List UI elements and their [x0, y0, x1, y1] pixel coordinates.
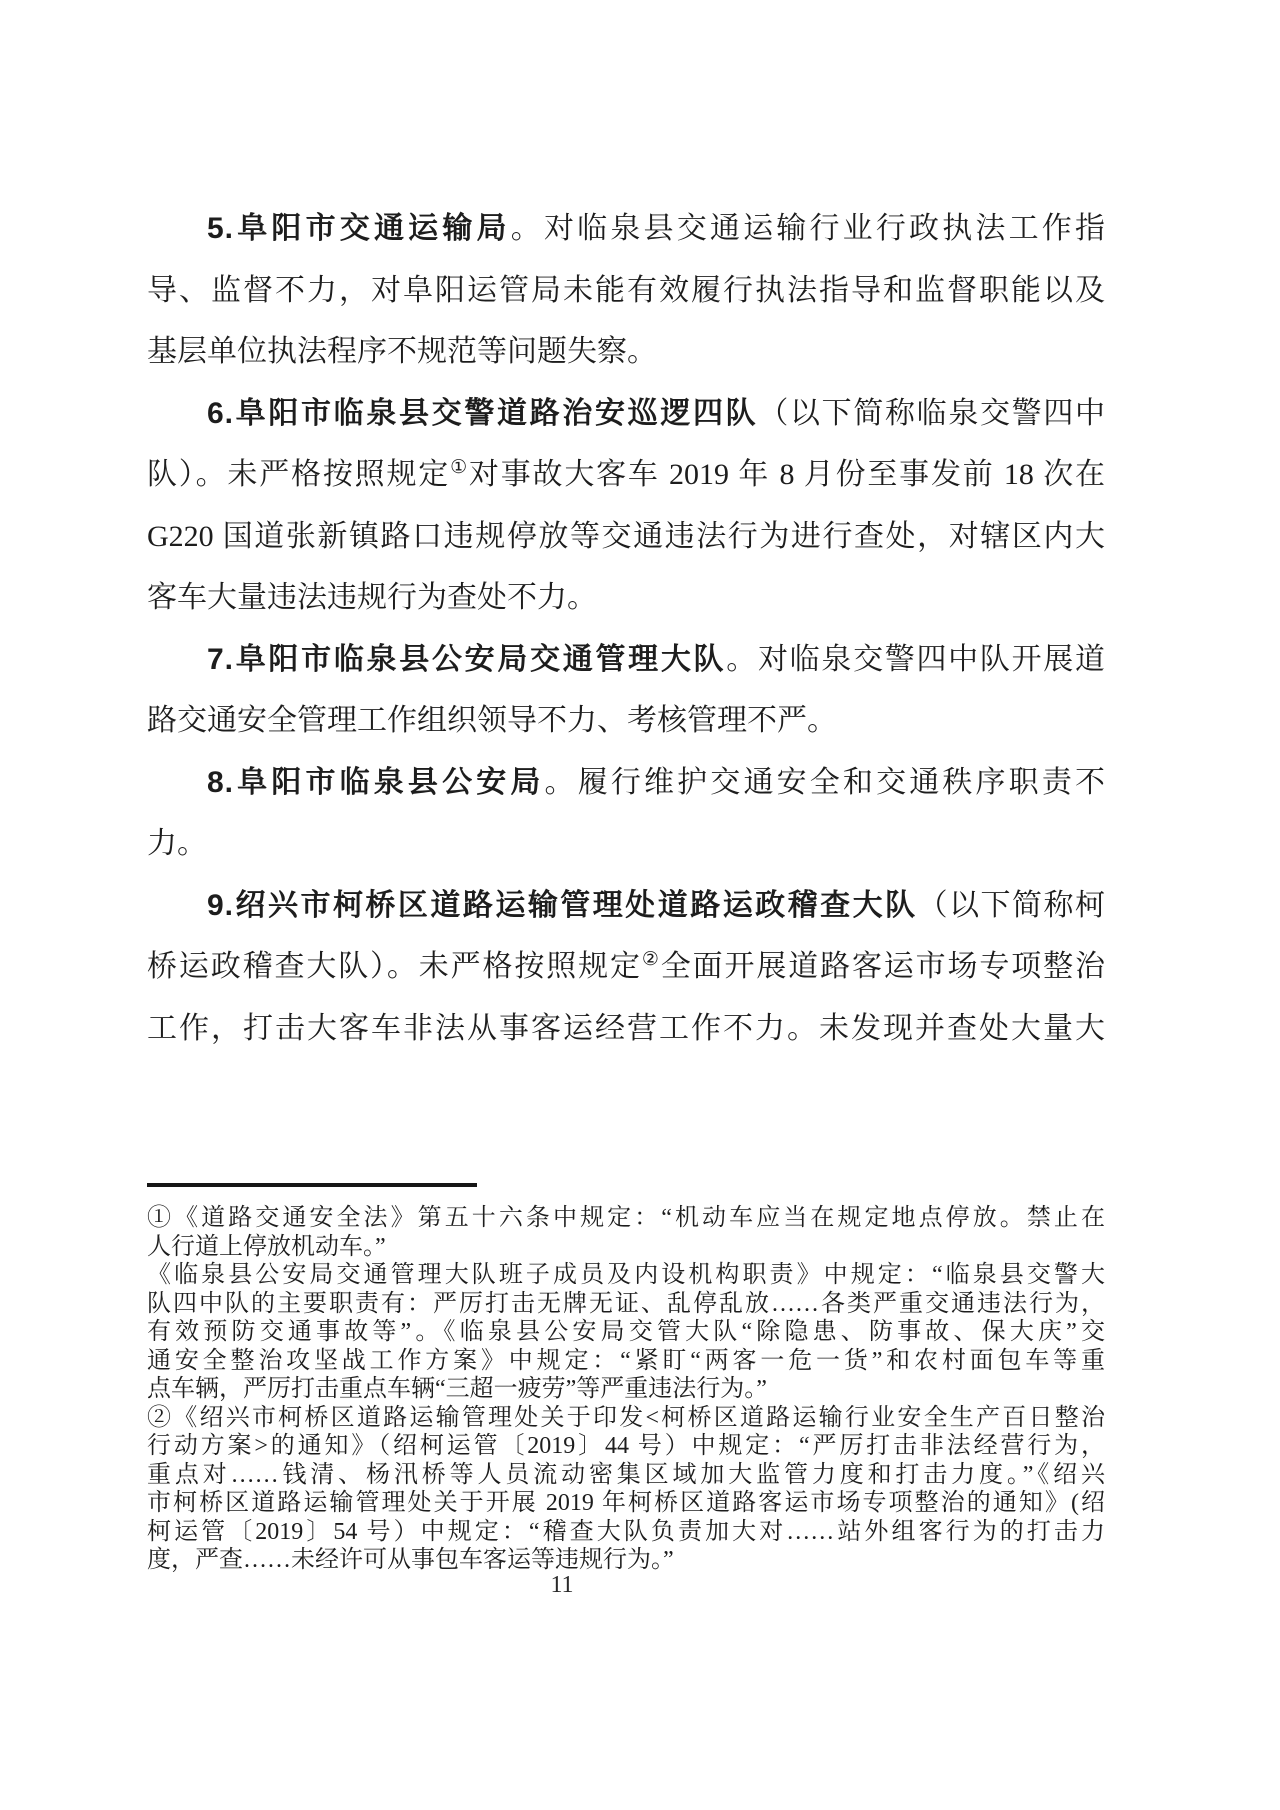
text-run: 。履行维护交通安全和交通秩序职责不 — [544, 765, 1105, 799]
text-run: 《临泉县公安局交通管理大队班子成员及内设机构职责》中规定：“临泉县交警大 — [147, 1262, 1105, 1288]
paragraph-8-line-2 — [147, 813, 1105, 875]
paragraph-9-line-2 — [147, 936, 1105, 998]
text-run: 工作，打击大客车非法从事客运经营工作不力。未发现并查处大量大 — [147, 1011, 1105, 1045]
paragraph-8-line-1 — [147, 752, 1105, 814]
footnote-2-line-4 — [147, 1489, 1105, 1518]
paragraph-5-line-2 — [147, 260, 1105, 322]
text-run: 基层单位执法程序不规范等问题失察。 — [147, 335, 657, 368]
org-heading-9: 9.绍兴市柯桥区道路运输管理处道路运政稽查大队 — [207, 888, 918, 922]
text-run: 。对临泉交警四中队开展道 — [726, 642, 1105, 676]
paragraph-6-line-3 — [147, 506, 1105, 568]
footnote-1-line-7 — [147, 1375, 1105, 1404]
text-run: 市柯桥区道路运输管理处关于开展 2019 年柯桥区道路客运市场专项整治的通知》(绍 — [147, 1490, 1105, 1516]
footnote-2-line-3 — [147, 1461, 1105, 1490]
text-run: 导、监督不力，对阜阳运管局未能有效履行执法指导和监督职能以及 — [147, 273, 1105, 307]
org-heading-7: 7.阜阳市临泉县公安局交通管理大队 — [207, 642, 727, 676]
footnote-1-line-6 — [147, 1347, 1105, 1376]
paragraph-5-line-1 — [147, 198, 1105, 260]
paragraph-7-line-1 — [147, 629, 1105, 691]
org-heading-6: 6.阜阳市临泉县交警道路治安巡逻四队 — [207, 396, 759, 430]
text-run: ①《道路交通安全法》第五十六条中规定：“机动车应当在规定地点停放。禁止在 — [147, 1205, 1105, 1231]
footnote-separator — [147, 1183, 477, 1187]
footnote-2-line-2 — [147, 1432, 1105, 1461]
text-run: （以下简称临泉交警四中 — [758, 396, 1105, 430]
page-number: 11 — [550, 1572, 574, 1598]
text-run: G220 国道张新镇路口违规停放等交通违法行为进行查处，对辖区内大 — [147, 519, 1105, 553]
text-run: 对事故大客车 2019 年 8 月份至事发前 18 次在 — [468, 458, 1106, 491]
text-run: 行动方案>的通知》（绍柯运管〔2019〕44 号）中规定：“严厉打击非法经营行为， — [147, 1433, 1105, 1459]
text-run: 力。 — [147, 827, 207, 860]
paragraph-9-line-3 — [147, 998, 1105, 1060]
footnotes-block — [147, 1204, 1105, 1575]
paragraph-5-line-3 — [147, 321, 1105, 383]
paragraph-6-line-2 — [147, 444, 1105, 506]
paragraph-6-line-4 — [147, 567, 1105, 629]
paragraph-9-line-1 — [147, 875, 1105, 937]
text-run: 重点对……钱清、杨汛桥等人员流动密集区域加大监管力度和打击力度。”《绍兴 — [147, 1461, 1105, 1488]
text-run: 点车辆，严厉打击重点车辆“三超一疲劳”等严重违法行为。” — [147, 1376, 767, 1402]
footnote-1-line-1 — [147, 1204, 1105, 1233]
paragraph-6-line-1 — [147, 383, 1105, 445]
text-run: 通安全整治攻坚战工作方案》中规定：“紧盯“两客一危一货”和农村面包车等重 — [147, 1347, 1105, 1374]
footnote-2-line-6 — [147, 1546, 1105, 1575]
footnote-1-line-3 — [147, 1261, 1105, 1290]
paragraph-7-line-2 — [147, 690, 1105, 752]
org-heading-5: 5.阜阳市交通运输局 — [207, 212, 511, 245]
body-text-block — [147, 198, 1105, 1059]
text-run: （以下简称柯 — [917, 888, 1105, 922]
text-run: 度，严查……未经许可从事包车客运等违规行为。” — [147, 1547, 674, 1573]
text-run: 人行道上停放机动车。” — [147, 1233, 386, 1260]
text-run: 客车大量违法违规行为查处不力。 — [147, 581, 597, 614]
footnote-2-line-5 — [147, 1518, 1105, 1547]
text-run: 队）。未严格按照规定 — [147, 458, 451, 491]
footnote-1-line-5 — [147, 1318, 1105, 1347]
footnote-ref-2: ② — [641, 949, 661, 970]
text-run: 柯运管〔2019〕54 号）中规定：“稽查大队负责加大对……站外组客行为的打击力 — [147, 1518, 1105, 1545]
text-run: 有效预防交通事故等”。《临泉县公安局交管大队“除隐患、防事故、保大庆”交 — [147, 1319, 1105, 1345]
footnote-1-line-4 — [147, 1290, 1105, 1319]
text-run: 。对临泉县交通运输行业行政执法工作指 — [510, 212, 1105, 245]
text-run: 路交通安全管理工作组织领导不力、考核管理不严。 — [147, 704, 837, 737]
footnote-1-line-2 — [147, 1233, 1105, 1262]
text-run: 队四中队的主要职责有：严厉打击无牌无证、乱停乱放……各类严重交通违法行为， — [147, 1290, 1105, 1317]
footnote-2-line-1 — [147, 1404, 1105, 1433]
org-heading-8: 8.阜阳市临泉县公安局 — [207, 765, 545, 799]
text-run: 全面开展道路客运市场专项整治 — [660, 950, 1105, 983]
text-run: 桥运政稽查大队）。未严格按照规定 — [147, 950, 642, 983]
footnote-ref-1: ① — [450, 457, 469, 478]
text-run: ②《绍兴市柯桥区道路运输管理处关于印发<柯桥区道路运输行业安全生产百日整治 — [147, 1404, 1105, 1431]
